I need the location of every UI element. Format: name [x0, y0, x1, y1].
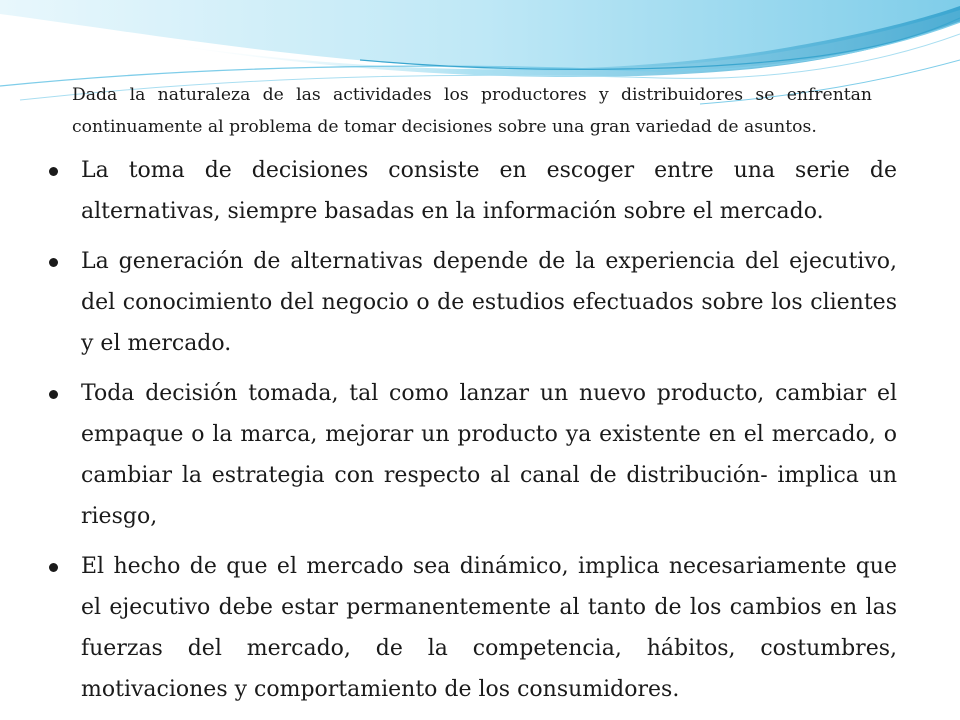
list-item: [0, 373, 897, 537]
bullet-icon: [49, 390, 58, 399]
list-item: [0, 241, 897, 364]
bullet-text: El hecho de que el mercado sea dinámico, implica necesariamente que el ejecutivo debe estar permanentemente al tanto de los cambios en las fuerzas del mercado, de la competencia, hábitos, costumbres, motivaciones y comportamiento de los consumidores.: [81, 554, 897, 702]
bullet-list: [0, 150, 960, 719]
bullet-icon: [49, 563, 58, 572]
intro-paragraph: Dada la naturaleza de las actividades los productores y distribuidores se enfrentan continuamente al problema de tomar decisiones sobre una gran variedad de asuntos.: [72, 85, 872, 137]
bullet-text: La generación de alternativas depende de la experiencia del ejecutivo, del conocimiento del negocio o de estudios efectuados sobre los clientes y el mercado.: [81, 249, 897, 356]
bullet-icon: [49, 258, 58, 267]
list-item: [0, 546, 897, 710]
bullet-icon: [49, 167, 58, 176]
bullet-text: La toma de decisiones consiste en escoger entre una serie de alternativas, siempre basadas en la información sobre el mercado.: [81, 158, 897, 224]
bullet-text: Toda decisión tomada, tal como lanzar un nuevo producto, cambiar el empaque o la marca, mejorar un producto ya existente en el mercado, o cambiar la estrategia con respecto al canal de distribución- implica un riesgo,: [81, 381, 897, 529]
list-item: [0, 150, 897, 232]
